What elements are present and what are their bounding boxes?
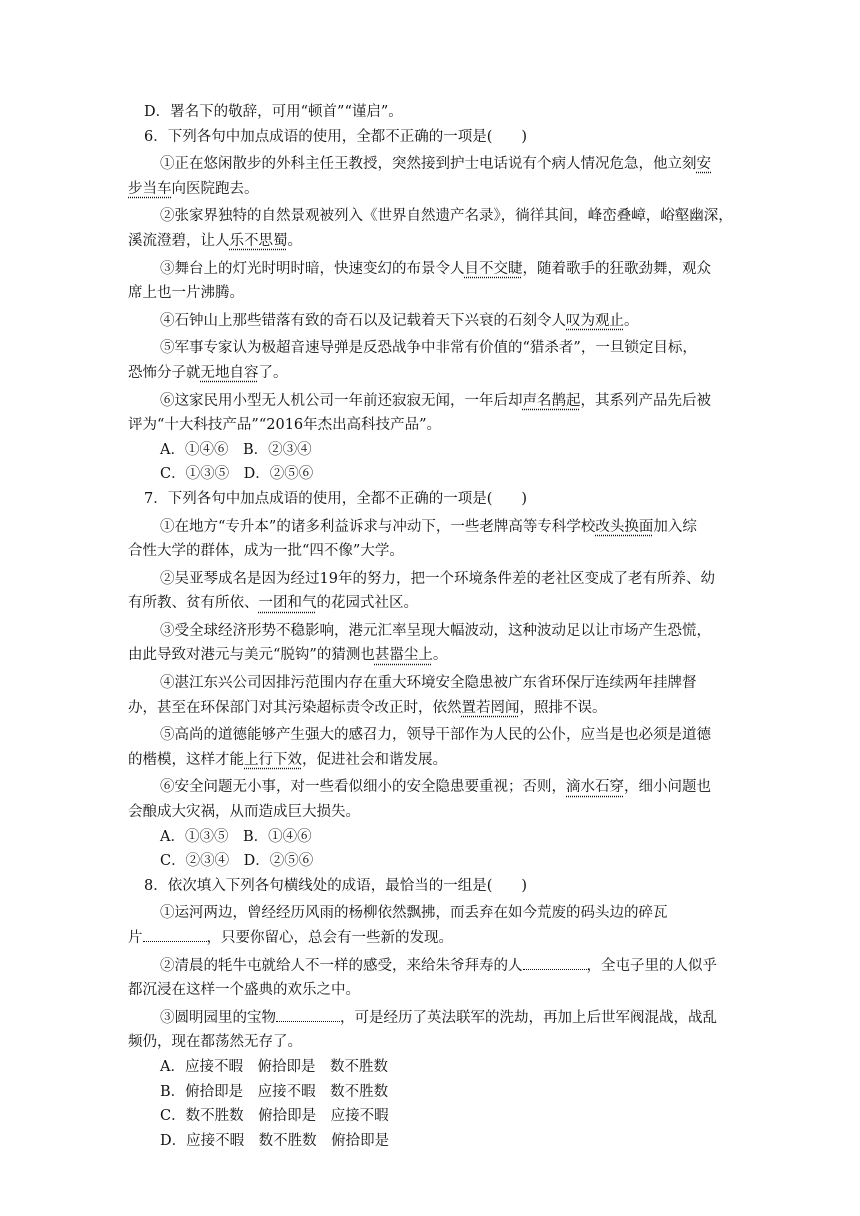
q6-item-6: ⑥这家民用小型无人机公司一年前还寂寂无闻，一年后却声名鹊起，其系列产品先后被 <box>160 392 711 409</box>
q7-item-1: ①在地方“专升本”的诸多利益诉求与冲动下，一些老牌高等专科学校改头换面加入综 <box>160 518 697 535</box>
q8-item-1: ①运河两边，曾经经历风雨的杨柳依然飘拂，而丢弃在如今荒废的码头边的碎瓦 <box>160 905 668 922</box>
q6-item-2-cont: 溪流澄碧，让人乐不思蜀。 <box>128 232 302 249</box>
q8-option-c: C．数不胜数 俯拾即是 应接不暇 <box>160 1108 389 1125</box>
q8-item-1-cont: 片 ，只要你留心，总会有一些新的发现。 <box>128 930 453 946</box>
q7-item-6-cont: 会酿成大灾祸，从而造成巨大损失。 <box>128 804 360 821</box>
q6-item-3: ③舞台上的灯光时明时暗，快速变幻的布景令人目不交睫，随着歌手的狂歌劲舞，观众 <box>160 260 711 277</box>
q7-item-4: ④湛江东兴公司因排污范围内存在重大环境安全隐患被广东省环保厅连续两年挂牌督 <box>160 675 697 692</box>
q6-item-1-cont: 步当车向医院跑去。 <box>128 180 259 197</box>
fill-blank-2 <box>523 957 587 970</box>
q7-item-5: ⑤高尚的道德能够产生强大的感召力，领导干部作为人民的公仆，应当是也必须是道德 <box>160 727 711 744</box>
q7-item-5-cont: 的楷模，这样才能上行下效，促进社会和谐发展。 <box>128 751 447 768</box>
q8-item-3: ③圆明园里的宝物 ，可是经历了英法联军的洗劫，再加上后世军阀混战，战乱 <box>160 1009 717 1026</box>
q8-item-3-cont: 频仍，现在都荡然无存了。 <box>128 1034 302 1051</box>
q8-item-2: ②清晨的牦牛屯就给人不一样的感受，来给朱爷拜寿的人 ，全屯子里的人似乎 <box>160 957 717 974</box>
document-body <box>128 100 736 1153</box>
q6-item-5-cont: 恐怖分子就无地自容了。 <box>128 364 288 381</box>
q6-item-3-cont: 席上也一片沸腾。 <box>128 285 244 302</box>
question-6-stem: 6．下列各句中加点成语的使用，全都不正确的一项是( ) <box>144 128 528 145</box>
q8-item-2-cont: 都沉浸在这样一个盛典的欢乐之中。 <box>128 982 360 999</box>
q7-item-4-cont: 办，甚至在环保部门对其污染超标责令改正时，依然置若罔闻，照排不误。 <box>128 699 607 716</box>
q6-options-cd: C．①③⑤ D．②⑤⑥ <box>160 466 314 483</box>
fill-blank-3 <box>276 1009 340 1022</box>
fill-blank-1 <box>143 929 207 942</box>
q6-item-5: ⑤军事专家认为极超音速导弹是反恐战争中非常有价值的“猎杀者”，一旦锁定目标， <box>160 340 697 357</box>
q6-item-2: ②张家界独特的自然景观被列入《世界自然遗产名录》，徜徉其间，峰峦叠嶂，峪壑幽深， <box>160 208 733 225</box>
q7-item-3: ③受全球经济形势不稳影响，港元汇率呈现大幅波动，这种波动足以让市场产生恐慌， <box>160 622 711 639</box>
q7-item-2: ②吴亚琴成名是因为经过19年的努力，把一个环境条件差的老社区变成了老有所养、幼 <box>160 570 715 587</box>
q7-options-ab: A．①③⑤ B．①④⑥ <box>160 828 312 845</box>
question-7-stem: 7．下列各句中加点成语的使用，全都不正确的一项是( ) <box>144 490 528 507</box>
option-d-prev: D．署名下的敬辞，可用“顿首”“谨启”。 <box>144 104 403 120</box>
q8-option-d: D．应接不暇 数不胜数 俯拾即是 <box>160 1132 390 1149</box>
q6-item-6-cont: 评为“十大科技产品”“2016年杰出高科技产品”。 <box>128 417 442 434</box>
q7-options-cd: C．②③④ D．②⑤⑥ <box>160 853 314 870</box>
q7-item-1-cont: 合性大学的群体，成为一批“四不像”大学。 <box>128 543 404 560</box>
question-8-stem: 8．依次填入下列各句横线处的成语，最恰当的一组是( ) <box>144 877 528 894</box>
q8-option-b: B．俯拾即是 应接不暇 数不胜数 <box>160 1083 389 1100</box>
q7-item-2-cont: 有所教、贫有所依、一团和气的花园式社区。 <box>128 595 418 612</box>
q6-item-4: ④石钟山上那些错落有致的奇石以及记载着天下兴衰的石刻令人叹为观止。 <box>160 312 639 329</box>
q6-options-ab: A．①④⑥ B．②③④ <box>160 441 312 458</box>
q6-item-1: ①正在悠闲散步的外科主任王教授，突然接到护士电话说有个病人情况危急，他立刻安 <box>160 156 711 173</box>
q7-item-6: ⑥安全问题无小事，对一些看似细小的安全隐患要重视；否则，滴水石穿，细小问题也 <box>160 779 711 796</box>
q7-item-3-cont: 由此导致对港元与美元“脱钩”的猜测也甚嚣尘上。 <box>128 647 448 664</box>
q8-option-a: A．应接不暇 俯拾即是 数不胜数 <box>160 1058 388 1075</box>
